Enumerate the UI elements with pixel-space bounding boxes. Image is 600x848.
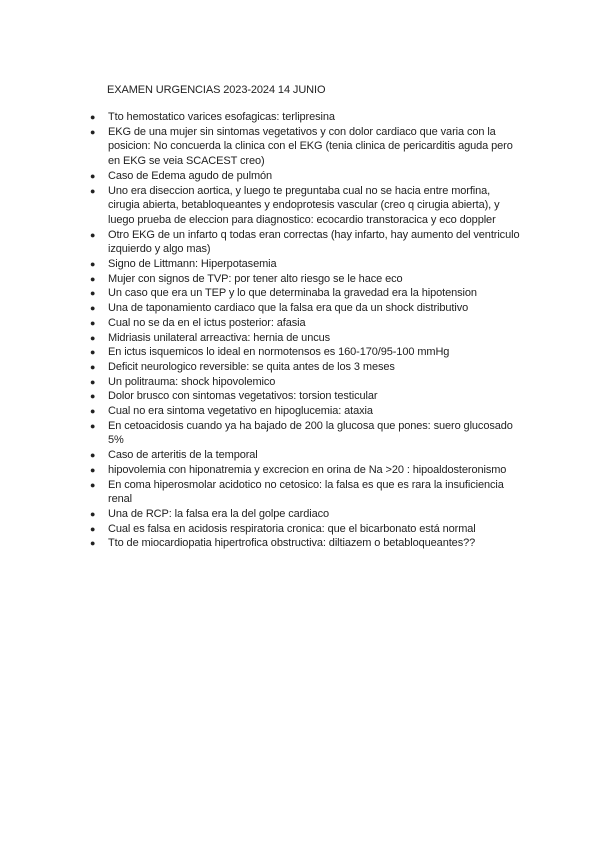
- list-item-text: Una de taponamiento cardiaco que la falsa era que da un shock distributivo: [108, 302, 469, 315]
- list-item-text: Cual no se da en el ictus posterior: afasia: [108, 316, 306, 329]
- list-item: [90, 360, 522, 375]
- list-item-text: Un caso que era un TEP y lo que determinaba la gravedad era la hipotension: [108, 287, 477, 300]
- list-item: [90, 419, 522, 448]
- list-item-text: Midriasis unilateral arreactiva: hernia de uncus: [108, 331, 331, 344]
- bullet-icon: ●: [90, 391, 96, 402]
- list-item-text: Otro EKG de un infarto q todas eran correctas (hay infarto, hay aumento del ventriculo izquierdo y algo mas): [108, 228, 520, 256]
- list-item-text: hipovolemia con hiponatremia y excrecion en orina de Na >20 : hipoaldosteronismo: [108, 463, 507, 476]
- list-item: [90, 404, 522, 419]
- list-item: [90, 228, 522, 257]
- list-item: [90, 448, 522, 463]
- list-item: [90, 257, 522, 272]
- bullet-icon: ●: [90, 170, 96, 181]
- list-item: [90, 536, 522, 551]
- list-item-text: Mujer con signos de TVP: por tener alto riesgo se le hace eco: [108, 272, 403, 285]
- list-item: [90, 125, 522, 169]
- list-item-text: Uno era diseccion aortica, y luego te preguntaba cual no se hacia entre morfina, cirugia abierta, betabloqueantes y endoprotesis vascular (creo q cirugia abierta), y luego prueba de eleccion para diagnostico: ecocardio transtoracica y eco doppler: [108, 184, 500, 226]
- list-item-text: Cual no era sintoma vegetativo en hipoglucemia: ataxia: [108, 405, 373, 418]
- list-item-text: Cual es falsa en acidosis respiratoria cronica: que el bicarbonato está normal: [108, 522, 476, 535]
- list-item: [90, 331, 522, 346]
- list-item: [90, 478, 522, 507]
- bullet-icon: ●: [90, 479, 96, 490]
- bullet-icon: ●: [90, 508, 96, 519]
- list-item-text: Tto de miocardiopatia hipertrofica obstructiva: diltiazem o betabloqueantes??: [108, 537, 476, 550]
- list-item: [90, 375, 522, 390]
- document-title: EXAMEN URGENCIAS 2023-2024 14 JUNIO: [107, 84, 326, 96]
- list-item-text: EKG de una mujer sin sintomas vegetativos y con dolor cardiaco que varia con la posicion: No concuerda la clinica con el EKG (tenia clinica de pericarditis aguda pero en EKG se veia SCACEST creo): [108, 125, 513, 168]
- bullet-icon: ●: [90, 229, 96, 240]
- list-item-text: En ictus isquemicos lo ideal en normotensos es 160-170/95-100 mmHg: [108, 346, 450, 359]
- bullet-icon: ●: [90, 185, 96, 196]
- list-item: [90, 169, 522, 184]
- bullet-icon: ●: [90, 523, 96, 534]
- bullet-icon: ●: [90, 450, 96, 461]
- bullet-icon: ●: [90, 420, 96, 431]
- list-item-text: Signo de Littmann: Hiperpotasemia: [108, 258, 277, 271]
- list-item: [90, 522, 522, 537]
- list-item: [90, 345, 522, 360]
- list-item-text: Tto hemostatico varices esofagicas: terlipresina: [108, 111, 335, 123]
- list-item: [90, 286, 522, 301]
- bullet-icon: ●: [90, 112, 96, 122]
- bullet-icon: ●: [90, 288, 96, 299]
- bullet-icon: ●: [90, 273, 96, 284]
- list-item-text: En cetoacidosis cuando ya ha bajado de 200 la glucosa que pones: suero glucosado 5%: [108, 419, 513, 447]
- bullet-icon: ●: [90, 538, 96, 549]
- list-item-text: Dolor brusco con sintomas vegetativos: torsion testicular: [108, 390, 378, 403]
- bullet-icon: ●: [90, 347, 96, 358]
- list-item-text: Un politrauma: shock hipovolemico: [108, 375, 276, 388]
- list-item: [90, 463, 522, 478]
- list-item: [90, 272, 522, 287]
- bullet-icon: ●: [90, 406, 96, 417]
- bullet-icon: ●: [90, 332, 96, 343]
- bullet-icon: ●: [90, 376, 96, 387]
- bullet-icon: ●: [90, 361, 96, 372]
- list-item: [90, 507, 522, 522]
- bullet-icon: ●: [90, 464, 96, 475]
- list-item-text: Una de RCP: la falsa era la del golpe cardiaco: [108, 507, 330, 520]
- list-item: [90, 110, 522, 125]
- list-item: [90, 184, 522, 228]
- bullet-icon: ●: [90, 303, 96, 314]
- list-item-text: En coma hiperosmolar acidotico no cetosico: la falsa es que es rara la insuficiencia renal: [108, 478, 504, 506]
- bullet-icon: ●: [90, 126, 96, 137]
- list-item-text: Caso de arteritis de la temporal: [108, 449, 258, 462]
- bullet-icon: ●: [90, 317, 96, 328]
- list-item: [90, 301, 522, 316]
- list-item: [90, 316, 522, 331]
- list-item-text: Caso de Edema agudo de pulmón: [108, 169, 273, 182]
- bullet-icon: ●: [90, 259, 96, 270]
- list-item-text: Deficit neurologico reversible: se quita antes de los 3 meses: [108, 360, 395, 373]
- list-item: [90, 389, 522, 404]
- question-list: [90, 110, 522, 551]
